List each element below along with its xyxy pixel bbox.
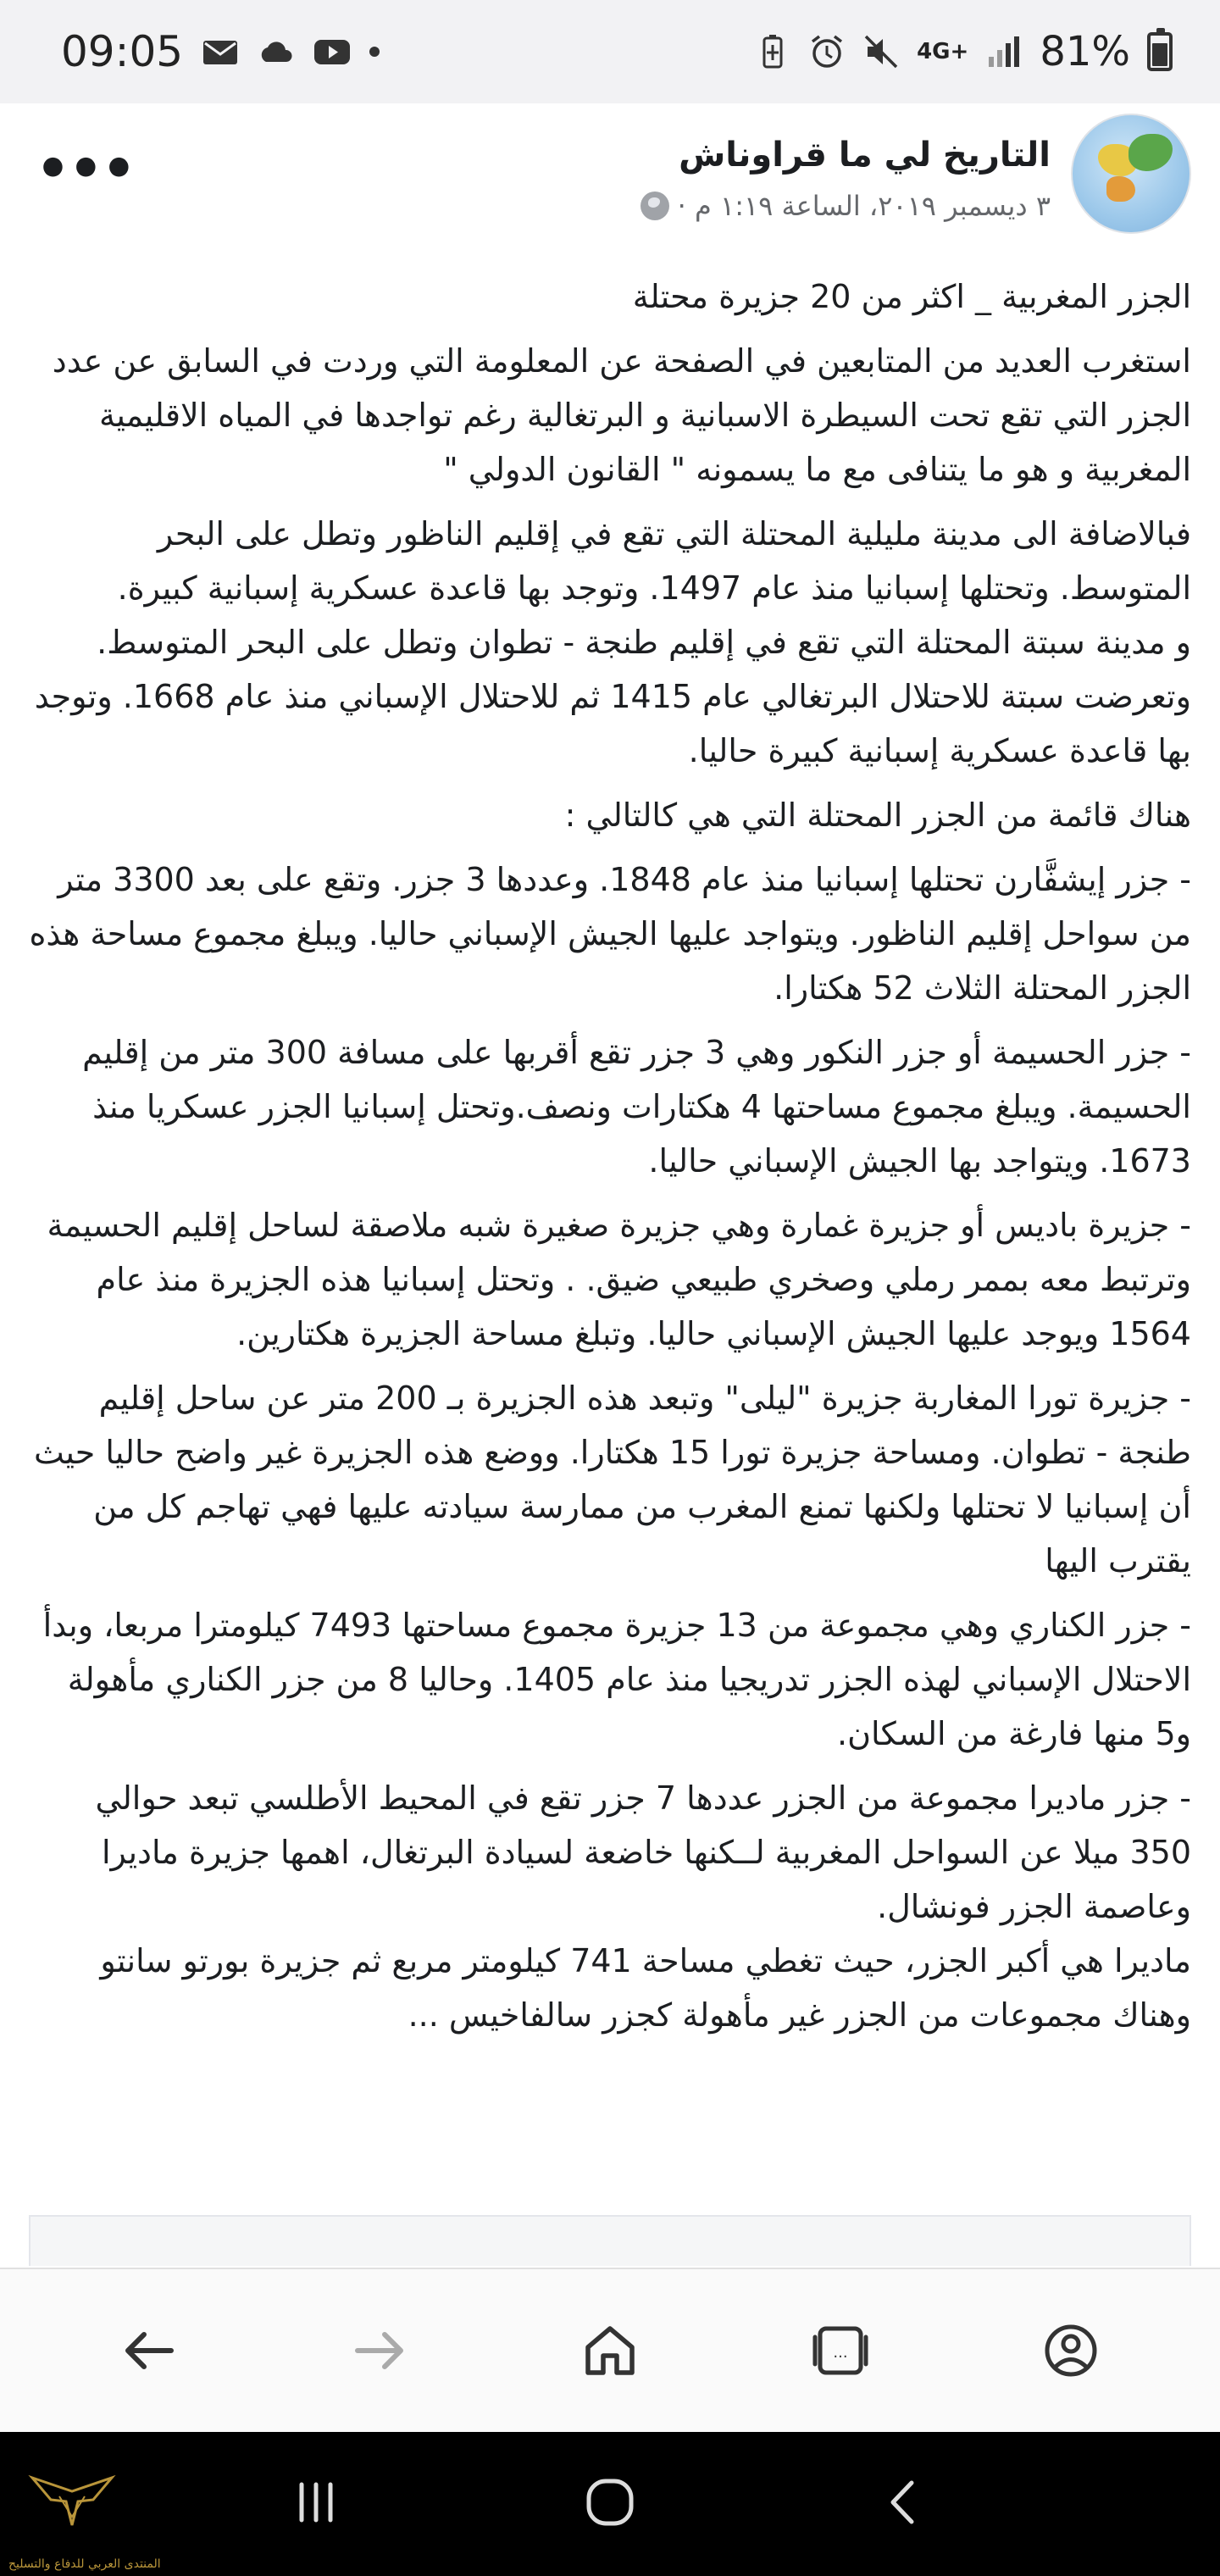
battery-percent: 81% [1040,28,1130,75]
status-right [754,28,1173,75]
post-header [0,108,1220,244]
tabs-icon [810,2320,871,2381]
system-back-button[interactable] [874,2473,934,2535]
post-title: الجزر المغربية _ اكثر من 20 جزيرة محتلة [632,278,1191,315]
signal-icon [985,33,1023,70]
globe-icon [640,192,669,220]
post-body [29,269,1191,2052]
forward-button[interactable] [329,2300,430,2401]
youtube-icon [313,33,351,70]
mute-icon [862,33,900,70]
status-left [61,27,380,76]
post-timestamp[interactable]: ٣ ديسمبر ٢٠١٩، الساعة ١:١٩ م · [677,190,1051,222]
tabs-button[interactable] [790,2300,891,2401]
post-paragraph: - جزيرة باديس أو جزيرة غمارة وهي جزيرة صغيرة شبه ملاصقة لساحل إقليم الحسيمة وترتبط معه بممر رملي وصخري طبيعي ضيق. . وتحتل إسبانيا هذه الجزيرة منذ عام 1564 ويوجد عليها الجيش الإسباني حاليا. وتبلغ مساحة الجزيرة هكتارين. [47,1207,1191,1352]
alarm-icon [808,33,846,70]
post-paragraph: فبالاضافة الى مدينة مليلية المحتلة التي تقع في إقليم الناظور وتطل على البحر المتوسط. وتحتلها إسبانيا منذ عام 1497. وتوجد بها قاعدة عسكرية إسبانية كبيرة. و مدينة سبتة المحتلة التي تقع في إقليم طنجة - تطوان وتطل على البحر المتوسط. وتعرضت سبتة للاحتلال البرتغالي عام 1415 ثم للاحتلال الإسباني منذ عام 1668. وتوجد بها قاعدة عسكرية إسبانية كبيرة حاليا. [34,515,1191,769]
home-icon [580,2320,640,2381]
eagle-logo-icon [25,2466,119,2542]
post-paragraph: - جزر ماديرا مجموعة من الجزر عددها 7 جزر تقع في المحيط الأطلسي تبعد حوالي 350 ميلا عن السواحل المغربية لــكنها خاضعة لسيادة البرتغال، اهمها جزيرة ماديرا وعاصمة الجزر فونشال. ماديرا هي أكبر الجزر، حيث تغطي مساحة 741 كيلومتر مربع ثم جزيرة بورتو سانتو وهناك مجموعات من الجزر غير مأهولة كجزر سالفاخيس ... [95,1779,1191,2034]
tabs-count: ... [833,2344,848,2362]
back-button[interactable] [98,2300,200,2401]
chevron-left-icon [874,2473,934,2532]
back-arrow-icon [119,2320,180,2381]
system-nav-bar [0,2432,1220,2576]
status-bar [0,0,1220,103]
post-paragraph: استغرب العديد من المتابعين في الصفحة عن المعلومة التي وردت في السابق عن عدد الجزر التي تقع تحت السيطرة الاسبانية و البرتغالية رغم تواجدها في المياه الاقليمية المغربية و هو ما يتنافى مع ما يسمونه " القانون الدولي " [52,342,1191,488]
recents-button[interactable] [286,2473,346,2535]
forum-watermark [0,2466,161,2576]
notification-dot [369,47,380,57]
post-paragraph: هناك قائمة من الجزر المحتلة التي هي كالتالي : [564,797,1191,834]
battery-saver-icon [754,33,791,70]
page-name[interactable]: التاريخ لي ما قراوناش [679,136,1051,175]
more-options-button[interactable]: ••• [36,138,135,201]
page-avatar[interactable] [1071,114,1191,234]
recents-icon [286,2473,346,2532]
post-meta [640,190,1051,222]
post-paragraph: - جزيرة تورا المغاربة جزيرة "ليلى" وتبعد هذه الجزيرة بـ 200 متر عن ساحل إقليم طنجة - تطوان. ومساحة جزيرة تورا 15 هكتارا. ووضع هذه الجزيرة غير واضح حاليا حيث أن إسبانيا لا تحتلها ولكنها تمنع المغرب من ممارسة سيادته عليها فهي تهاجم كل من يقترب اليها [34,1380,1191,1579]
home-button[interactable] [559,2300,661,2401]
post-paragraph: - جزر الكناري وهي مجموعة من 13 جزيرة مجموع مساحتها 7493 كيلومترا مربعا، وبدأ الاحتلال الإسباني لهذه الجزر تدريجيا منذ عام 1405. وحاليا 8 من جزر الكناري مأهولة و5 منها فارغة من السكان. [42,1607,1191,1752]
system-home-button[interactable] [580,2473,640,2535]
circle-home-icon [580,2473,640,2532]
battery-icon [1147,32,1173,71]
mail-icon [202,33,239,70]
browser-toolbar [0,2268,1220,2432]
clock: 09:05 [61,27,184,76]
post-paragraph: - جزر الحسيمة أو جزر النكور وهي 3 جزر تقع أقربها على مسافة 300 متر من إقليم الحسيمة. ويبلغ مجموع مساحتها 4 هكتارات ونصف.وتحتل إسبانيا الجزر عسكريا منذ 1673. ويتواجد بها الجيش الإسباني حاليا. [82,1034,1191,1180]
account-icon [1040,2320,1101,2381]
watermark-text: المنتدى العربي للدفاع والتسليح [8,2557,161,2571]
forward-arrow-icon [349,2320,410,2381]
network-type: 4G+ [917,39,969,64]
post-paragraph: - جزر إيشفَّارن تحتلها إسبانيا منذ عام 1848. وعددها 3 جزر. وتقع على بعد 3300 متر من سواحل إقليم الناظور. ويتواجد عليها الجيش الإسباني حاليا. ويبلغ مجموع مساحة هذه الجزر المحتلة الثلاث 52 هكتارا. [29,861,1191,1007]
attached-card-preview[interactable] [29,2215,1191,2266]
account-button[interactable] [1020,2300,1122,2401]
cloud-icon [258,33,295,70]
